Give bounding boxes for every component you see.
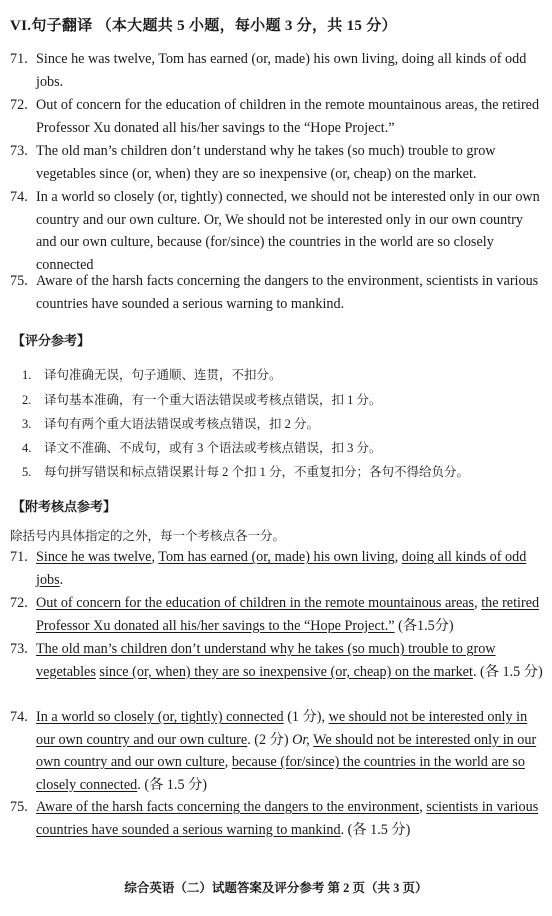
keypoint-75 <box>10 796 544 841</box>
keypoint-segment: Out of concern for the education of children in the remote mountainous areas <box>36 595 475 611</box>
criterion-item <box>22 438 382 456</box>
keypoint-separator: , <box>394 549 402 565</box>
scoring-heading: 【评分参考】 <box>12 333 91 348</box>
keypoint-number: 74. <box>10 709 28 725</box>
criterion-item <box>22 365 282 383</box>
criterion-item <box>22 414 319 432</box>
answer-text: The old man’s children don’t understand why he takes (so much) trouble to grow vegetables since (or, when) they are so inexpensive (or, cheap) on the market. <box>36 143 496 182</box>
answer-74 <box>10 186 544 276</box>
keypoint-text <box>36 546 544 591</box>
keypoint-or: Or, <box>292 731 310 748</box>
answer-number: 73. <box>10 143 28 159</box>
answer-number: 71. <box>10 51 28 67</box>
keypoint-74 <box>10 706 544 796</box>
criterion-text: 译句基本准确，有一个重大语法错误或考核点错误，扣 1 分。 <box>44 393 382 407</box>
keypoint-text <box>36 796 544 841</box>
criterion-number: 4. <box>22 441 32 455</box>
keypoint-segment: The old man’s children don’t understand why he takes (so much) trouble to grow vegetables <box>36 641 496 680</box>
keypoint-separator: , <box>474 595 482 611</box>
keypoint-separator: , <box>224 754 232 770</box>
keypoint-segment: Tom has earned (or, made) his own living <box>158 549 395 565</box>
keypoint-segment: the retired Professor Xu donated all his/her savings to the “Hope Project.” <box>36 595 540 634</box>
answer-71 <box>10 48 544 93</box>
keypoint-73 <box>10 638 544 683</box>
keypoint-segment: In a world so closely (or, tightly) connected <box>36 709 284 725</box>
keypoint-number: 75. <box>10 799 28 815</box>
keypoints-note: 除括号内具体指定的之外，每一个考核点各一分。 <box>10 529 286 543</box>
keypoint-separator: . <box>59 571 64 588</box>
criterion-item <box>22 390 382 408</box>
section-title: VI.句子翻译 （本大题共 5 小题，每小题 3 分，共 15 分） <box>10 18 397 34</box>
criterion-number: 2. <box>22 393 32 407</box>
keypoint-segment: because (for/since) the countries in the world are so closely connected <box>36 754 525 793</box>
keypoint-segment: we should not be interested only in our own country and our own culture <box>36 709 528 748</box>
keypoint-72 <box>10 592 544 637</box>
answer-75 <box>10 270 544 315</box>
criterion-number: 1. <box>22 368 32 382</box>
criterion-text: 译文不准确、不成句，或有 3 个语法或考核点错误，扣 3 分。 <box>44 441 382 455</box>
keypoint-segment: doing all kinds of odd jobs <box>36 549 527 588</box>
keypoint-segment: Aware of the harsh facts concerning the dangers to the environment <box>36 799 420 815</box>
keypoint-text <box>36 592 544 637</box>
answer-text: Out of concern for the education of children in the remote mountainous areas, the retired Professor Xu donated all his/her savings to the “Hope Project.” <box>36 97 540 136</box>
answer-text: Since he was twelve, Tom has earned (or, made) his own living, doing all kinds of odd jobs. <box>36 51 527 90</box>
keypoint-71 <box>10 546 544 591</box>
keypoints-heading: 【附考核点参考】 <box>12 499 117 514</box>
criterion-item <box>22 462 469 480</box>
answer-number: 74. <box>10 189 28 205</box>
keypoint-separator: , <box>419 799 427 815</box>
criterion-number: 5. <box>22 465 32 479</box>
answer-text: Aware of the harsh facts concerning the dangers to the environment, scientists in various countries have sounded a serious warning to mankind. <box>36 273 539 312</box>
criterion-number: 3. <box>22 417 32 431</box>
keypoint-score: (1 分), <box>283 709 329 725</box>
page-footer: 综合英语（二）试题答案及评分参考 第 2 页（共 3 页） <box>124 881 428 895</box>
keypoint-score: (各1.5分) <box>394 617 454 634</box>
answer-text: In a world so closely (or, tightly) connected, we should not be interested only in our own country and our own culture. Or, We should not be interested only in our own country and our own culture, because (for/since) the countries in the world are so closely connected <box>36 189 540 273</box>
criterion-text: 译句有两个重大语法错误或考核点错误，扣 2 分。 <box>44 417 320 431</box>
keypoint-separator: , <box>151 549 159 565</box>
keypoint-number: 73. <box>10 641 28 657</box>
keypoint-segment: since (or, when) they are so inexpensive (or, cheap) on the market <box>99 663 473 680</box>
keypoint-segment: We should not be interested only in our own country and our own culture <box>36 731 537 770</box>
criterion-text: 每句拼写错误和标点错误累计每 2 个扣 1 分，不重复扣分；各句不得给负分。 <box>44 465 470 479</box>
keypoint-score: . (各 1.5 分) <box>472 663 543 680</box>
keypoint-number: 71. <box>10 549 28 565</box>
answer-72 <box>10 94 544 139</box>
keypoint-text <box>36 638 544 683</box>
criterion-text: 译句准确无误，句子通顺、连贯，不扣分。 <box>44 368 282 382</box>
keypoint-segment: scientists in various countries have sounded a serious warning to mankind <box>36 799 539 838</box>
keypoint-score: . (各 1.5 分) <box>340 821 411 838</box>
keypoint-segment: Since he was twelve <box>36 549 152 565</box>
answer-73 <box>10 140 544 185</box>
answer-number: 75. <box>10 273 28 289</box>
keypoint-text <box>36 706 544 796</box>
answer-number: 72. <box>10 97 28 113</box>
keypoint-score: . (各 1.5 分) <box>137 776 207 793</box>
keypoint-number: 72. <box>10 595 28 611</box>
keypoint-score: . (2 分) <box>247 731 293 748</box>
